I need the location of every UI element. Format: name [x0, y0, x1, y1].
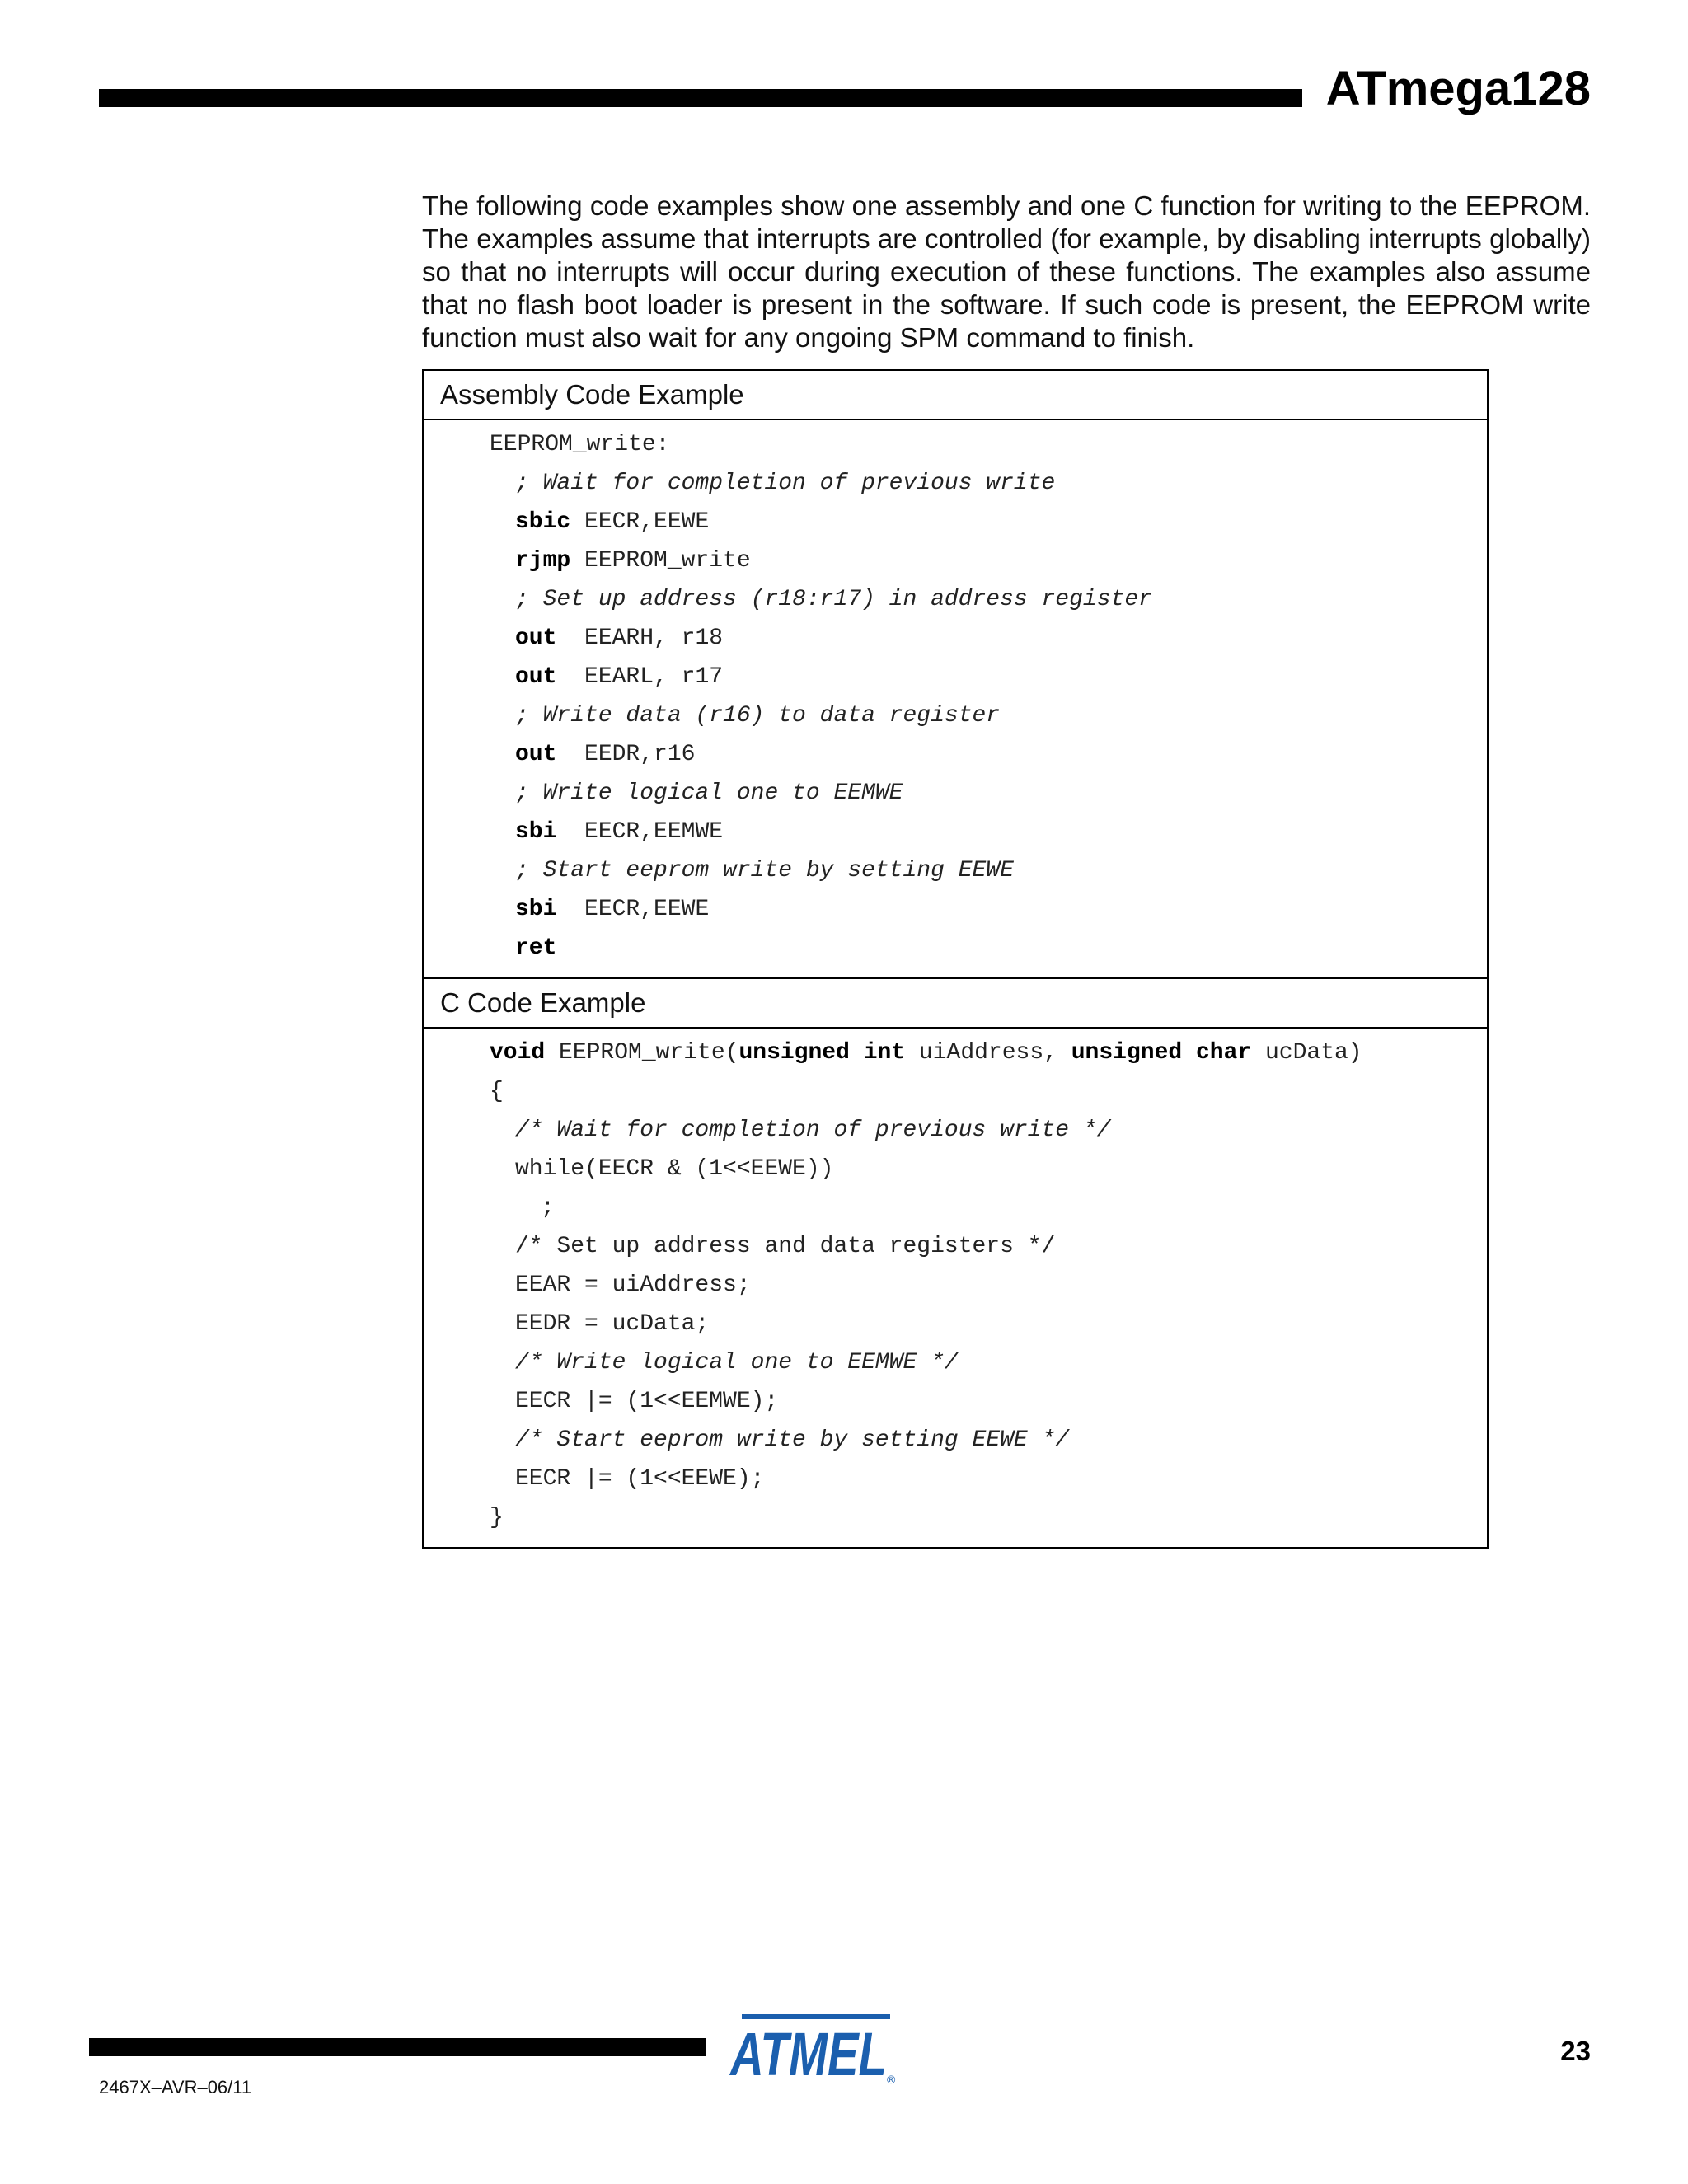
- header-rule: [99, 89, 1302, 107]
- c_code-code-line: [424, 1343, 1487, 1382]
- svg-text:®: ®: [887, 2073, 896, 2085]
- assembly-code-line: [424, 503, 1487, 541]
- assembly-code-line: [424, 580, 1487, 619]
- code-keyword: out: [515, 742, 557, 767]
- assembly-code-line: [424, 619, 1487, 658]
- code-text: EECR,EEWE: [556, 897, 710, 922]
- assembly-section-heading: Assembly Code Example: [424, 371, 1487, 420]
- code-keyword: rjmp: [515, 548, 571, 574]
- code-text: EEDR = ucData;: [515, 1311, 710, 1337]
- code-text: EECR |= (1<<EEWE);: [515, 1466, 765, 1492]
- svg-text:ATMEL: ATMEL: [729, 2020, 887, 2085]
- assembly-code-line: [424, 774, 1487, 813]
- c_code-code-line: [424, 1188, 1487, 1227]
- code-keyword: sbi: [515, 897, 557, 922]
- c_code-code-line: [424, 1498, 1487, 1537]
- code-comment: /* Start eeprom write by setting EEWE */: [515, 1427, 1070, 1453]
- code-text: EEPROM_write: [570, 548, 751, 574]
- code-text: EEARH, r18: [556, 626, 724, 651]
- assembly-code-block: [424, 420, 1487, 979]
- code-text: EECR,EEMWE: [556, 819, 724, 845]
- code-text: EEPROM_write(: [545, 1040, 739, 1066]
- assembly-code-line: [424, 541, 1487, 580]
- intro-paragraph: The following code examples show one assembly and one C function for writing to the EEPROM. The examples assume that interrupts are controlled (for example, by disabling interrupts globally) so that no interrupts will occur during execution of these functions. The examples also assume that no flash boot loader is present in the software. If such code is present, the EEPROM write function must also wait for any ongoing SPM command to finish.: [422, 190, 1591, 353]
- code-text: ;: [541, 1195, 555, 1221]
- code-comment: ; Set up address (r18:r17) in address register: [515, 587, 1152, 612]
- code-keyword: void: [490, 1040, 546, 1066]
- assembly-code-line: [424, 425, 1487, 464]
- code-text: EEAR = uiAddress;: [515, 1272, 751, 1298]
- assembly-code-line: [424, 929, 1487, 968]
- c_code-code-line: [424, 1227, 1487, 1266]
- assembly-code-line: [424, 890, 1487, 929]
- document-id: 2467X–AVR–06/11: [99, 2077, 252, 2097]
- code-text: {: [490, 1079, 504, 1104]
- code-example-table: [422, 369, 1489, 1549]
- code-comment: ; Start eeprom write by setting EEWE: [515, 858, 1014, 883]
- code-text: EECR |= (1<<EEMWE);: [515, 1389, 779, 1414]
- assembly-code-line: [424, 813, 1487, 851]
- atmel-logo: [725, 2011, 903, 2085]
- c_code-code-line: [424, 1460, 1487, 1498]
- c_code-code-line: [424, 1382, 1487, 1421]
- code-keyword: sbi: [515, 819, 557, 845]
- assembly-code-line: [424, 464, 1487, 503]
- assembly-code-line: [424, 658, 1487, 696]
- code-text: while(EECR & (1<<EEWE)): [515, 1156, 834, 1182]
- code-text: /* Set up address and data registers */: [515, 1234, 1056, 1259]
- code-comment: /* Wait for completion of previous write */: [515, 1118, 1111, 1143]
- assembly-code-line: [424, 696, 1487, 735]
- c_code-code-line: [424, 1150, 1487, 1188]
- code-keyword: sbic: [515, 509, 571, 535]
- code-keyword: unsigned char: [1071, 1040, 1252, 1066]
- code-text: EECR,EEWE: [570, 509, 710, 535]
- document-title: ATmega128: [1325, 62, 1591, 115]
- code-text: uiAddress,: [905, 1040, 1071, 1066]
- code-comment: /* Write logical one to EEMWE */: [515, 1350, 959, 1376]
- code-comment: ; Write data (r16) to data register: [515, 703, 1001, 729]
- code-text: EEDR,r16: [556, 742, 696, 767]
- c_code-code-line: [424, 1072, 1487, 1111]
- code-text: }: [490, 1505, 504, 1530]
- code-keyword: out: [515, 626, 557, 651]
- page-number: 23: [1560, 2036, 1591, 2066]
- c_code-code-line: [424, 1266, 1487, 1305]
- code-text: EEPROM_write:: [490, 432, 670, 457]
- c_code-code-line: [424, 1111, 1487, 1150]
- code-keyword: out: [515, 664, 557, 690]
- c_code-code-line: [424, 1421, 1487, 1460]
- code-comment: ; Wait for completion of previous write: [515, 471, 1056, 496]
- c-section-heading: C Code Example: [424, 979, 1487, 1029]
- code-text: EEARL, r17: [556, 664, 724, 690]
- code-keyword: ret: [515, 935, 557, 961]
- assembly-code-line: [424, 851, 1487, 890]
- code-comment: ; Write logical one to EEMWE: [515, 780, 903, 806]
- c-code-block: [424, 1029, 1487, 1547]
- c_code-code-line: [424, 1033, 1487, 1072]
- assembly-code-line: [424, 735, 1487, 774]
- code-keyword: unsigned int: [738, 1040, 906, 1066]
- code-text: ucData): [1251, 1040, 1362, 1066]
- footer-rule: [89, 2038, 706, 2056]
- c_code-code-line: [424, 1305, 1487, 1343]
